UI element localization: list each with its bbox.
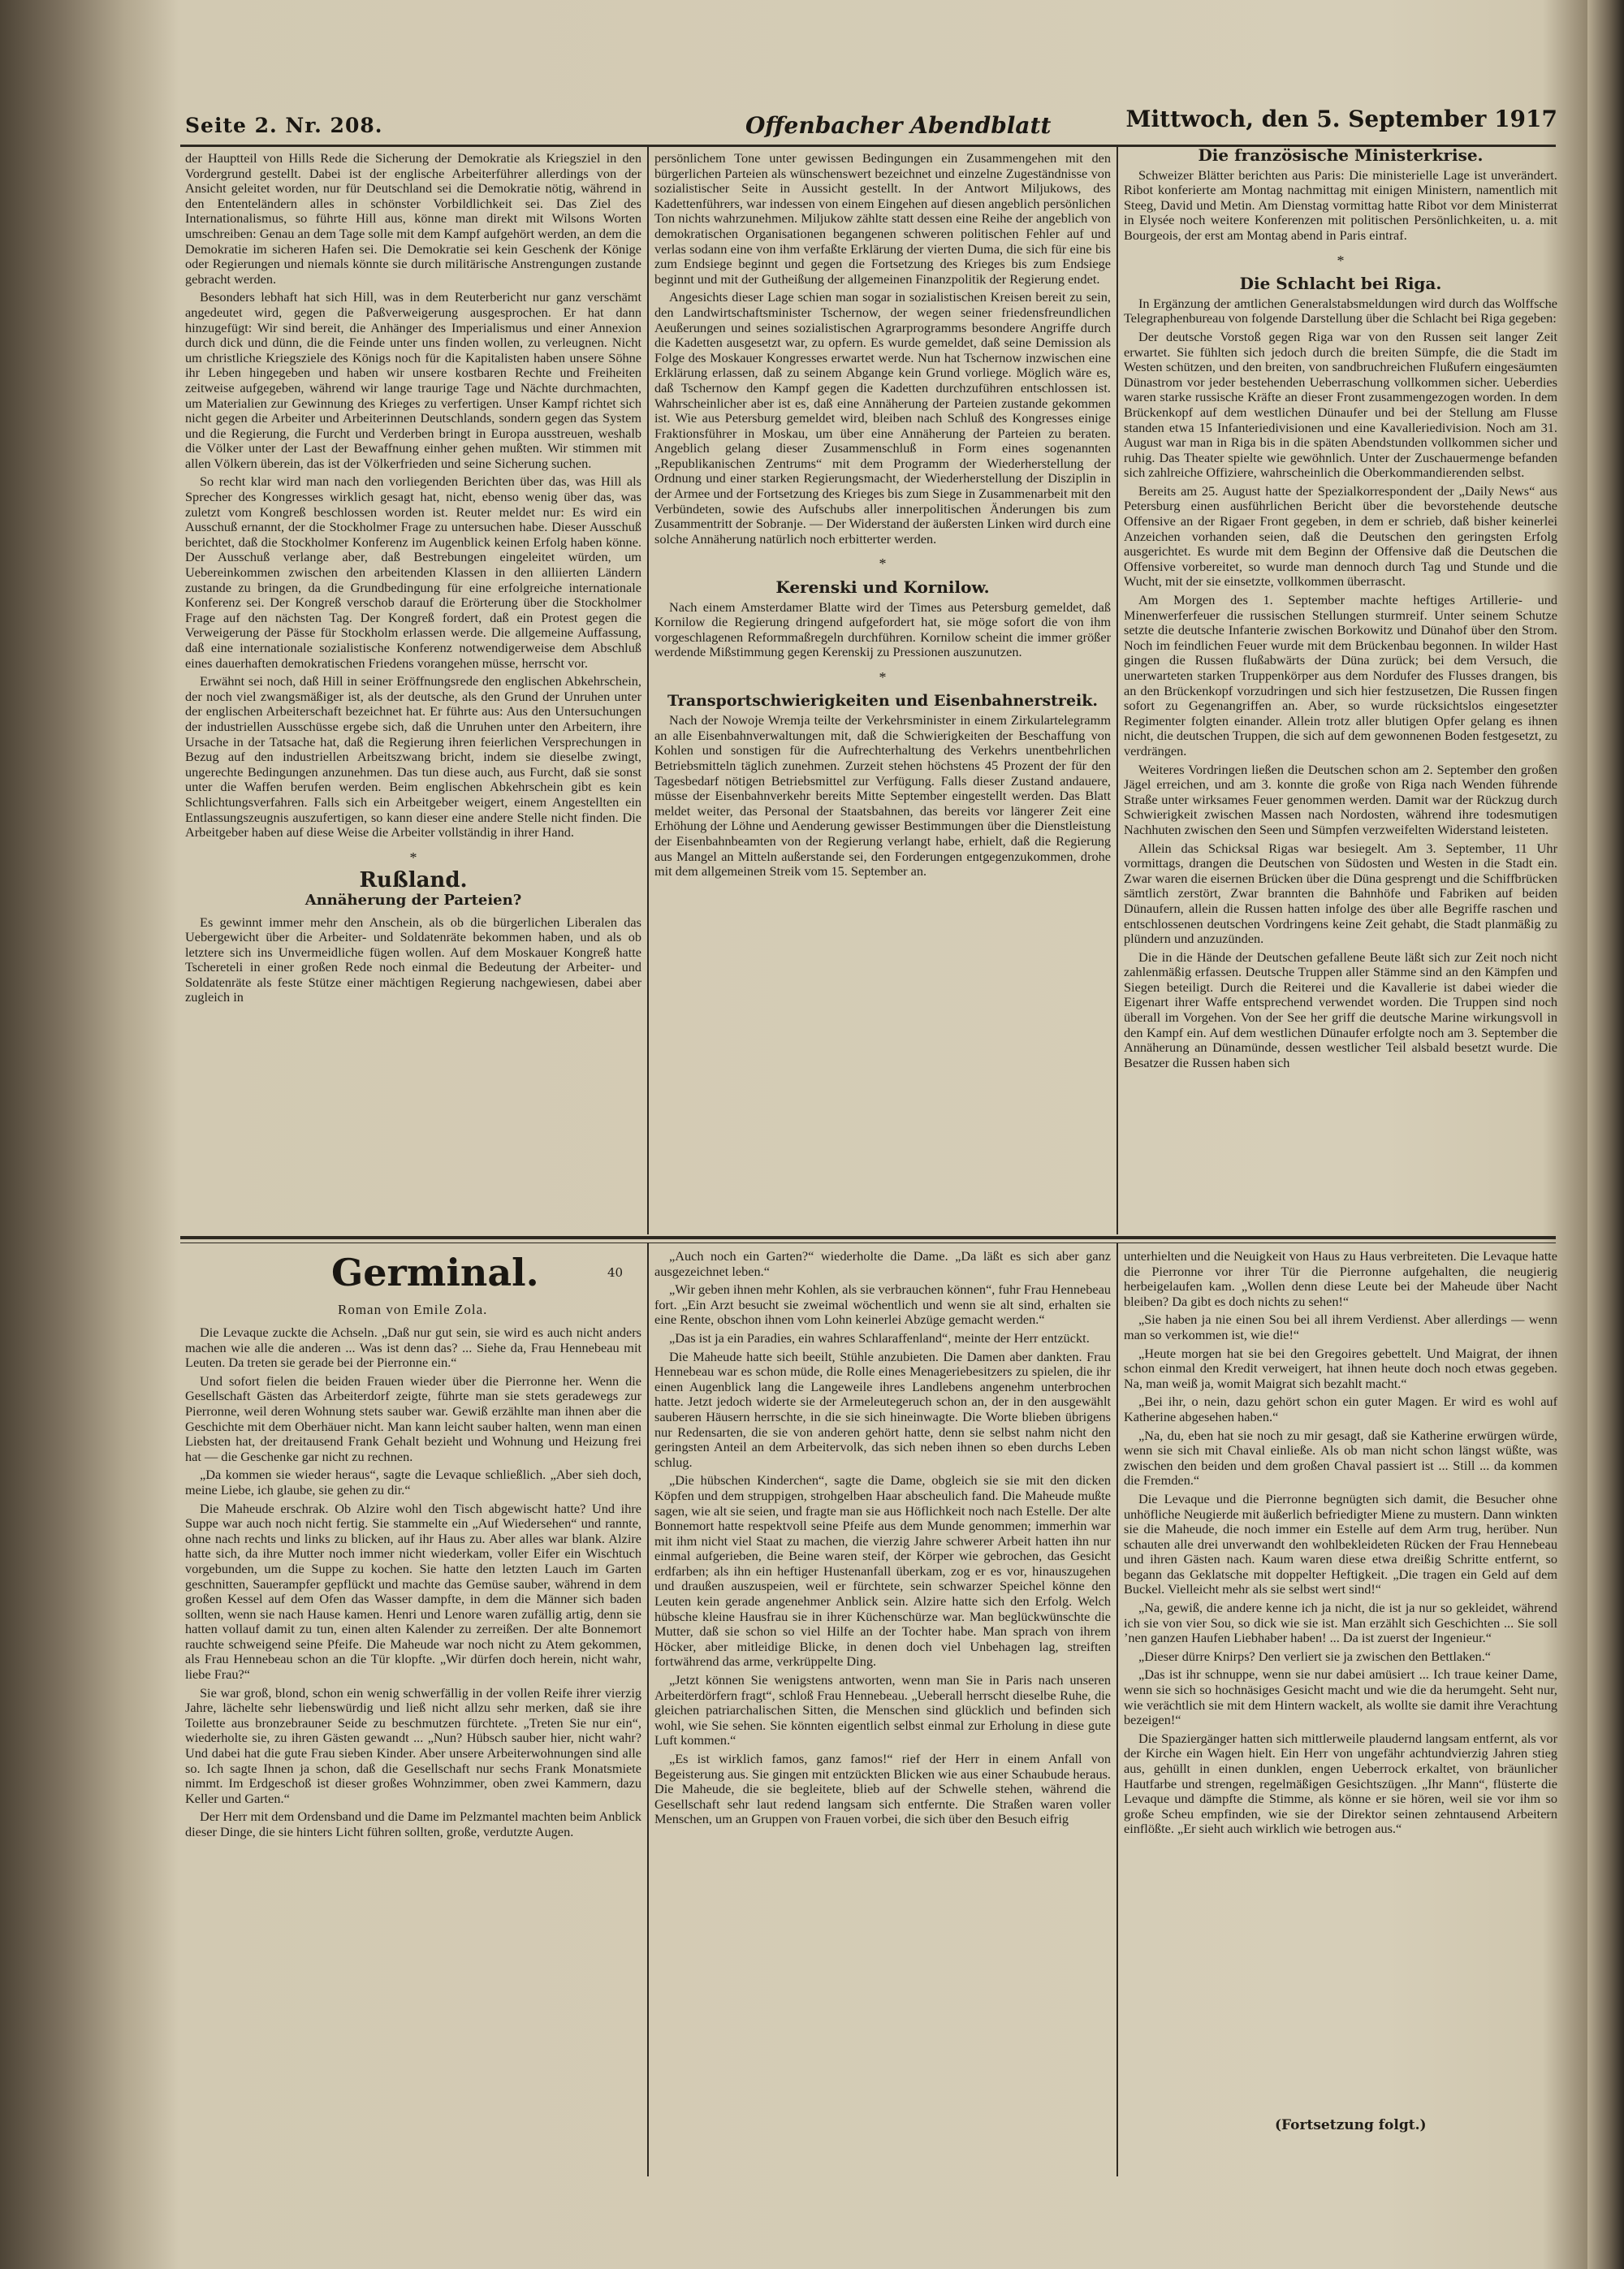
germinal-column-1 bbox=[185, 1325, 641, 2211]
headline-kerenski: Kerenski und Kornilow. bbox=[775, 577, 990, 598]
page-number: Seite 2. Nr. 208. bbox=[185, 114, 383, 137]
article-paragraph: Allein das Schicksal Rigas war besiegelt. Am 3. September, 11 Uhr vormittags, drangen die Deutschen von Südosten und Westen in die Stadt ein. Zwar waren die eisernen Brücken über die Düna gesprengt und die Schiffbrücken sämtlich zerstört, Zwar brannten die Bahnhöfe und Fabriken auf beiden Dünaufern, allein die Russen hatten infolge des über alle Begriffe raschen und entschlossenen deutschen Vordringens keine Zeit gehabt, die Stadt planmäßig zu plündern und anzuzünden. bbox=[1124, 840, 1557, 947]
article-paragraph: Besonders lebhaft hat sich Hill, was in dem Reuterbericht nur ganz verschämt angedeutet wird, gegen die Paßverweigerung ausgesprochen. Er hat dann hinzugefügt: Wir sind bereit, die Anhänger des Imperialismus und einer Annexion durch dick und dünn, die die Feinde unter uns finden wollen, zu verleugnen. Nicht um christliche Kriegsziele des Königs noch für die Kapitalisten haben unsere Söhne ihr Leben hingegeben und haben wir unsere kostbaren Rechte und Freiheiten zeitweise aufgegeben, während wir lange traurige Tage und Nächte durchmachten, um Materialien zur Gewinnung des Krieges zu verfertigen. Unser Kampf richtet sich nicht gegen die Arbeiter und Arbeiterinnen Deutschlands, sondern gegen das System und die Regierung, die Furcht und Verderben bringt in Europa ausstreuen, weshalb die Völker unter der Last der Bewaffnung einher gehen mußten. Wir stimmen mit allen Völkern überein, das ist der Völkerfrieden und seine Sicherung suchen. bbox=[185, 289, 641, 471]
column-rule bbox=[1116, 1243, 1118, 2176]
story-paragraph: „Da kommen sie wieder heraus“, sagte die Levaque schließlich. „Aber sieh doch, meine Liebe, ich glaube, sie gehen zu dir.“ bbox=[185, 1467, 641, 1498]
section-separator: * bbox=[879, 555, 887, 573]
story-paragraph: Und sofort fielen die beiden Frauen wieder über die Pierronne her. Wenn die Gesellschaft Gästen das Arbeiterdorf zeigte, führte man sie stets geradewegs zur Pierronne, weil deren Wohnung stets sauber war. Gewiß erzählte man ihnen aber die Geschichte mit dem Oberhäuer nicht. Man kann leicht sauber halten, wenn man einen Liebsten hat, der dreitausend Frank Gehalt bezieht und Wohnung und Heizung frei hat — die Geschenke gar nicht zu rechnen. bbox=[185, 1372, 641, 1464]
headline-transport: Transportschwierigkeiten und Eisenbahnerstreik. bbox=[667, 691, 1099, 710]
subheadline-annaeherung: Annäherung der Parteien? bbox=[304, 891, 522, 909]
binding-gutter bbox=[0, 0, 179, 2269]
story-paragraph: „Es ist wirklich famos, ganz famos!“ rief der Herr in einem Anfall von Begeisterung aus. Sie gingen mit entzückten Blicken wie aus einer Schaubude heraus. Die Maheude, die sie begleitete, blieb auf der Schwelle stehen, während die Gesellschaft sehr laut redend langsam sich entfernte. Die Straßen waren voller Menschen, um an Gruppen von Frauen vorbei, die sich über den Besuch eifrig bbox=[654, 1751, 1111, 1827]
headline-ministerkrise: Die französische Ministerkrise. bbox=[1198, 148, 1484, 165]
story-paragraph: Die Levaque zuckte die Achseln. „Daß nur gut sein, sie wird es auch nicht anders machen wie alle die anderen ... Was ist denn das? ... Siehe da, Frau Hennebeau mit Leuten. Da treten sie gerade bei der Pierronne ein.“ bbox=[185, 1325, 641, 1371]
article-paragraph: Erwähnt sei noch, daß Hill in seiner Eröffnungsrede den englischen Abkehrschein, der noch viel zwangsmäßiger ist, als der deutsche, als den Grund der Unruhen unter der englischen Arbeiterschaft bezeichnet hat. Er führte aus: Aus den Untersuchungen der industriellen Ausschüsse ergebe sich, daß die Unruhen unter den Arbeitern, ihre Ursache in der Tatsache hat, daß die Regierung ihren feierlichen Versprechungen in Bezug auf den industriellen Arbeitszwang bricht, indem sie dieselbe zwingt, ungerechte Bedingungen anzunehmen. Das tun diese auch, aus Furcht, daß sie sonst unter die Waffen berufen werden. Beim englischen Abkehrschein gibt es kein Schlichtungsverfahren. Falls sich ein Arbeitgeber weigert, einem Angestellten ein Entlassungszeugnis auszufertigen, so kann dieser eine andere Stelle nicht finden. Die Arbeitgeber haben auf diese Weise die Arbeiter vollständig in ihrer Hand. bbox=[185, 673, 641, 841]
article-paragraph: Die in die Hände der Deutschen gefallene Beute läßt sich zur Zeit noch nicht zahlenmäßig erfassen. Deutsche Truppen aller Stämme sind an den Kämpfen und Siegen beteiligt. Durch die Reiterei und die Kavallerie ist dabei wieder die Eigenart ihrer Waffe entsprechend verwendet worden. Die Truppen sind noch überall im Vorgehen. Von der See her griff die deutsche Marine wirkungsvoll in den Kampf ein. Auf dem westlichen Dünaufer erfolgte noch am 3. September die Annäherung an Dünamünde, dessen westlicher Teil alsbald besetzt wurde. Die Besatzer die Russen haben sich bbox=[1124, 949, 1557, 1070]
article-paragraph: Schweizer Blätter berichten aus Paris: Die ministerielle Lage ist unverändert. Ribot konferierte am Montag nachmittag mit einigen Ministern, namentlich mit Steeg, David und Metin. Am Dienstag vormittag hatte Ribot vor dem Ministerrat in Elysée noch weitere Konferenzen mit politischen Persönlichkeiten, u. a. mit Bourgeois, der erst am Montag abend in Paris eintraf. bbox=[1124, 166, 1557, 243]
article-paragraph: In Ergänzung der amtlichen Generalstabsmeldungen wird durch das Wolffsche Telegraphenbureau von folgende Darstellung über die Schlacht bei Riga gegeben: bbox=[1124, 295, 1557, 326]
article-paragraph: Weiteres Vordringen ließen die Deutschen schon am 2. September den großen Jägel erreichen, und am 3. konnte die große von Riga nach Wenden führende Straße unter wirksames Feuer genommen werden. Damit war der Rückzug durch Schwierigkeit zwischen Massen nach Nordosten, während ihre todesmutigen Nachhuten zwischen den Seen und Sümpfen verzweifelten Widerstand leisteten. bbox=[1124, 761, 1557, 837]
headline-riga: Die Schlacht bei Riga. bbox=[1239, 274, 1442, 294]
column-2 bbox=[654, 151, 1111, 1231]
article-paragraph: Angesichts dieser Lage schien man sogar in sozialistischen Kreisen bereit zu sein, den Landwirtschaftsminister Tschernow, der wegen seiner friedensfreundlichen Aeußerungen und seines sozialistischen Agrarprogramms besondere Angriffe durch die Kadetten ausgesetzt war, zu opfern. Es wurde gemeldet, daß seine Demission als Folge des Moskauer Kongresses erwartet werde. Nun hat Tschernow inzwischen eine Erklärung erlassen, daß zu seinem Abgange kein Grund vorliege. Möglich wäre es, daß Tschernow den Kampf gegen die Kadetten durchzuführen entschlossen ist. Wahrscheinlicher aber ist es, daß eine Annäherung der Parteien zustande gekommen ist. Wie aus Petersburg gemeldet wird, bleiben nach Schluß des Kongresses einige Fraktionsführer in Moskau, um über eine Annäherung der Parteien zu beraten. Angeblich gelang dieser Zusammenschluß in Form eines sogenannten „Republikanischen Zentrums“ mit dem Programm der Wiederherstellung der Ordnung und einer starken Regierungsmacht, der Wiederherstellung der Disziplin in der Armee und der Fortsetzung des Krieges bis zum Siege in Zusammenarbeit mit den Verbündeten, sowie des Aufschubs aller innerpolitischen Änderungen bis zum Zusammentritt der Sobranje. — Der Widerstand der äußersten Linken wird durch eine solche Annäherung natürlich noch erbitterter werden. bbox=[654, 289, 1111, 547]
headline-russland: Rußland. bbox=[359, 868, 468, 893]
issue-date: Mittwoch, den 5. September 1917 bbox=[1125, 106, 1557, 132]
article-paragraph: Am Morgen des 1. September machte heftiges Artillerie- und Minenwerferfeuer die russischen Stellungen sturmreif. Unter seinem Schutze setzte die deutsche Infanterie zwischen Borkowitz und Dünahof über den Strom. Noch im feindlichen Feuer wurde mit dem Brückenbau begonnen. In wilder Hast gingen die Russen flußabwärts der Düna zurück; bei dem Versuch, die unerwarteten starken Truppenkörper aus dem Nordufer des Flusses drangen, bis an den Brückenkopf vorzudringen und sich hier festzusetzen, Die Russen fingen sofort zu Gegenangriffen an. Aber, so wurde rücksichtslos eingesetzter Regimenter folgten einander. Allein trotz aller blutigen Opfer gelang es ihnen nicht, die deutschen Truppen, die sich auf dem gewonnenen Boden festgesetzt, zu verdrängen. bbox=[1124, 592, 1557, 758]
article-paragraph: Bereits am 25. August hatte der Spezialkorrespondent der „Daily News“ aus Petersburg einen ausführlichen Bericht über die bevorstehende deutsche Offensive an der Rigaer Front gegeben, in dem er schrieb, daß bisher keinerlei Anzeichen vorhanden seien, daß die Deutschen den geringsten Erfolg ausgerichtet. Es wurde mit dem Beginn der Offensive daß die Deutschen die Offensive vorbereitet, so wurde man dennoch durch Tag und Stunde und die Wucht, mit der sie einsetzte, vollkommen überrascht. bbox=[1124, 482, 1557, 590]
article-paragraph: Nach der Nowoje Wremja teilte der Verkehrsminister in einem Zirkulartelegramm an alle Eisenbahnverwaltungen mit, daß die Schwierigkeiten der Beschaffung von Kohlen und sonstigen für die Aufrechterhaltung des Verkehrs unentbehrlichen Betriebsmitteln täglich zunehmen. Zurzeit stehen höchstens 45 Prozent der für den Tagesbedarf nötigen Betriebsmittel zur Verfügung. Falls dieser Zustand andauere, müsse der Eisenbahnverkehr bereits Mitte September eingestellt werden. Das Blatt meldet weiter, das Personal der Staatsbahnen, das bereits vor längerer Zeit eine Erhöhung der Löhne und Aenderung gewisser Bestimmungen über die Dienstleistung der Eisenbahnbeamten von der Regierung verlangt habe, erhielt, daß die Regierung aus Mangel an Mitteln außerstande sei, den Forderungen entgegenzukommen, drohe mit dem allgemeinen Streik vom 15. September an. bbox=[654, 712, 1111, 880]
story-paragraph: Sie war groß, blond, schon ein wenig schwerfällig in der vollen Reife ihrer vierzig Jahre, lächelte sehr liebenswürdig und ließ nicht allzu sehr merken, daß sie ihre Toilette aus bronzebrauner Seide zu beschmutzen fürchtete. „Treten Sie nur ein“, wiederholte sie, zu ihren Gästen gewandt ... „Nun? Hübsch sauber hier, nicht wahr? Und dabei hat die gute Frau sieben Kinder. Aber unsere Arbeiterwohnungen sind alle so. Ich sagte Ihnen ja schon, daß die Gesellschaft nur sechs Frank Monatsmiete nimmt. Im Erdgeschoß ist dieser großes Wohnzimmer, oben zwei Kammern, dazu Keller und Garten.“ bbox=[185, 1684, 641, 1806]
header-rule bbox=[180, 145, 1556, 147]
column-rule bbox=[647, 1243, 649, 2176]
feuilleton-rule bbox=[180, 1236, 1556, 1239]
story-paragraph: „Das ist ihr schnuppe, wenn sie nur dabei amüsiert ... Ich traue keiner Dame, wenn sie sich so hochnäsiges Gesicht macht und wie die da herumgeht. Seht nur, wie verächtlich sie mit dem Hintern wackelt, als wollte sie damit ihre Verachtung bezeigen!“ bbox=[1124, 1666, 1557, 1728]
story-paragraph: „Heute morgen hat sie bei den Gregoires gebettelt. Und Maigrat, der ihnen schon einmal den Kredit verweigert, hat ihnen heute doch noch etwas gegeben. Na, man weiß ja, womit Maigrat sich bezahlt macht.“ bbox=[1124, 1345, 1557, 1391]
newspaper-title: Offenbacher Abendblatt bbox=[745, 112, 1052, 139]
story-paragraph: „Na, du, eben hat sie noch zu mir gesagt, daß sie Katherine erwürgen würde, wenn sie sich mit Chaval einließe. Als ob man nicht schon längst wüßte, was zwischen den beiden und dem großen Chaval passiert ist ... Still ... da kommen die Fremden.“ bbox=[1124, 1427, 1557, 1489]
story-paragraph: „Jetzt können Sie wenigstens antworten, wenn man Sie in Paris nach unseren Arbeiterdörfern fragt“, schloß Frau Hennebeau. „Ueberall herrscht dieselbe Ruhe, die gleichen patriarchalischen Sitten, die Menschen sind glücklich und befinden sich wohl, wie Sie sehen. Sie könnten eigentlich selbst einmal zur Erholung in diese gute Luft kommen.“ bbox=[654, 1672, 1111, 1748]
column-3 bbox=[1124, 148, 1557, 1231]
story-paragraph: „Wir geben ihnen mehr Kohlen, als sie verbrauchen können“, fuhr Frau Hennebeau fort. „Ein Arzt besucht sie zweimal wöchentlich und wenn sie alt sind, erhalten sie eine Rente, obschon ihnen vom Lohn keinerlei Abzüge gemacht werden.“ bbox=[654, 1281, 1111, 1328]
germinal-column-2 bbox=[654, 1249, 1111, 2191]
story-paragraph: Die Maheude erschrak. Ob Alzire wohl den Tisch abgewischt hatte? Und ihre Suppe war auch noch nicht fertig. Sie stammelte ein „Auf Wiedersehen“ und rannte, ohne nach rechts und links zu blicken, auf ihr Haus zu. Aber alles war blank. Alzire hatte sich, da ihre Mutter noch immer nicht wiederkam, voller Eifer ein Wischtuch vorgebunden, um die Suppe zu kochen. Sie hatte den letzten Lauch im Garten geschnitten, Sauerampfer gepflückt und machte das Gemüse sauber, während in dem großen Kessel auf dem Ofen das Wasser dampfte, in dem die Männer sich baden sollten, wenn sie nach Hause kamen. Henri und Lenore waren zufällig artig, denn sie hatten vollauf damit zu tun, einen alten Kalender zu zerreißen. Der alte Bonnemort rauchte schweigend seine Pfeife. Die Maheude war noch nicht zu Atem gekommen, als Frau Hennebeau schon an die Tür klopfte. „Wir dürfen doch herein, nicht wahr, liebe Frau?“ bbox=[185, 1500, 641, 1683]
story-paragraph: „Die hübschen Kinderchen“, sagte die Dame, obgleich sie sie mit den dicken Köpfen und dem struppigen, strohgelben Haar abscheulich fand. Die Maheude mußte sagen, wie alt sie seien, und fragte man sie aus Höflichkeit noch nach Estelle. Der alte Bonnemort hatte respektvoll seine Pfeife aus dem Munde genommen; immerhin war mit ihm nicht viel Staat zu machen, die vierzig Jahre schwerer Arbeit hatten ihn nur einmal aufgerieben, die Beine waren steif, der Körper wie gebrochen, das Gesicht erdfarben; als ihn ein heftiger Hustenanfall überkam, zog er es vor, hinauszugehen und draußen auszuspeien, weil er fürchtete, sein schwarzer Speichel könne den Leuten kein gerade angenehmer Anblick sein. Alzire hatte sich den Erfolg. Welch hübsche kleine Hausfrau sie in ihrer Küchenschürze war. Man beglückwünschte die Mutter, daß sie schon so viel Hilfe an der Tochter habe. Man sprach von ihrem Höcker, aber mitleidige Blicke, in denen doch viel Unbehagen lag, streiften fortwährend das arme, verkrüppelte Ding. bbox=[654, 1472, 1111, 1670]
feuilleton-title: Germinal. bbox=[331, 1251, 539, 1294]
story-paragraph: unterhielten und die Neuigkeit von Haus zu Haus verbreiteten. Die Levaque hatte die Pierronne vor ihrer Tür die Pierronne aufgehalten, die neugierig herbeigelaufen kam. „Wollen denn diese Leute bei der Maheude über Nacht bleiben? Da gibt es doch nichts zu sehen!“ bbox=[1124, 1249, 1557, 1309]
story-paragraph: „Auch noch ein Garten?“ wiederholte die Dame. „Da läßt es sich aber ganz ausgezeichnet leben.“ bbox=[654, 1249, 1111, 1279]
section-separator: * bbox=[879, 669, 887, 685]
germinal-column-3 bbox=[1124, 1249, 1557, 2113]
story-paragraph: Der Herr mit dem Ordensband und die Dame im Pelzmantel machten beim Anblick dieser Dinge, die sie hinters Licht führen sollten, große, verdutzte Augen. bbox=[185, 1809, 641, 1839]
column-rule bbox=[1116, 146, 1118, 1234]
story-paragraph: „Das ist ja ein Paradies, ein wahres Schlaraffenland“, meinte der Herr entzückt. bbox=[669, 1329, 1090, 1346]
column-rule bbox=[647, 146, 649, 1234]
page-header bbox=[185, 106, 1557, 145]
continued-note: (Fortsetzung folgt.) bbox=[1275, 2117, 1427, 2133]
section-separator: * bbox=[1337, 252, 1345, 269]
article-paragraph: persönlichem Tone unter gewissen Bedingungen ein Zusammengehen mit den bürgerlichen Parteien als wünschenswert bezeichnet und einzelne Zugeständnisse von sozialistischer Seite in Aussicht gestellt. In der Antwort Miljukows, des Kadettenführers, war indessen von einem Eingehen auf diesen angeblich persönlichen Ton nichts wahrzunehmen. Miljukow zählte statt dessen eine Reihe der angeblich von demokratischen Organisationen begangenen schweren politischen Fehler auf und verlas sodann eine von ihm verfaßte Erklärung der vierten Duma, die sich für eine bis zum Endsiege beginnt und gegen die Fortsetzung des Krieges bis zum Endsiege beginnt und mit der Gutheißung der allgemeinen Finanzpolitik der Regierung endet. bbox=[654, 151, 1111, 287]
article-paragraph: der Hauptteil von Hills Rede die Sicherung der Demokratie als Kriegsziel in den Vordergrund gestellt. Dabei ist der englische Arbeiterführer allerdings von der Ansicht geleitet worden, nur für Deutschland sei die Demokratie nötig, während in den Ententeländern alles in schönster Vorbildlichkeit sei. Das Ziel des Internationalismus, so führte Hill aus, könne man direkt mit Wilsons Worten umschreiben: Genau an dem Tage solle mit dem Kampf aufgehört werden, an dem die Demokratie im sicheren Hafen sei. Die Demokratie sei kein Geschenk der Könige oder Regierungen und niemals könnte sie durch militärische Anstrengungen zustande gebracht werden. bbox=[185, 151, 641, 287]
installment-number: 40 bbox=[607, 1265, 624, 1280]
next-page-edge bbox=[1587, 0, 1624, 2269]
column-1 bbox=[185, 151, 641, 1231]
story-paragraph: „Bei ihr, o nein, dazu gehört schon ein guter Magen. Er wird es wohl auf Katherine abgesehen haben.“ bbox=[1124, 1394, 1557, 1424]
section-separator: * bbox=[409, 849, 417, 866]
feuilleton-byline: Roman von Emile Zola. bbox=[338, 1302, 488, 1317]
story-paragraph: „Na, gewiß, die andere kenne ich ja nicht, die ist ja nur so gekleidet, während ich sie von vier Sou, so dick wie sie ist. Man erzählt sich Geschichten ... Sie soll ’nen ganzen Haufen Liebhaber haben! ... Da ist zuerst der Ingenieur.“ bbox=[1124, 1600, 1557, 1646]
story-paragraph: „Dieser dürre Knirps? Den verliert sie ja zwischen den Bettlaken.“ bbox=[1138, 1648, 1491, 1664]
story-paragraph: „Sie haben ja nie einen Sou bei all ihrem Verdienst. Aber allerdings — wenn man so verkommen ist, wie die!“ bbox=[1124, 1312, 1557, 1342]
story-paragraph: Die Spaziergänger hatten sich mittlerweile plaudernd langsam entfernt, als vor der Kirche ein Wagen hielt. Ein Herr von ungefähr achtundvierzig Jahren stieg aus, gehüllt in einen dunklen, engen Ueberrock erkaltet, von bräunlicher Hautfarbe und strengen, regelmäßigen Gesichtszügen. „Ihr Mann“, flüsterte die Levaque und dämpfte die Stimme, als könne er sie hören, weil sie vor ihm so große Scheu empfinden, wie sie der Direktor seinen zehntausend Arbeitern einflößte. „Er sieht auch wirklich wie betrogen aus.“ bbox=[1124, 1730, 1557, 1837]
article-paragraph: So recht klar wird man nach den vorliegenden Berichten über das, was Hill als Sprecher des Kongresses wirklich gesagt hat, nicht, ebenso wenig über das, was zuletzt vom Kongreß beschlossen worden ist. Reuter meldet nur: Es wird ein Ausschuß ernannt, der die Stockholmer Frage zu untersuchen habe. Dieser Ausschuß berichtet, daß die Stockholmer Konferenz im Augenblick keinen Erfolg haben könne. Der Ausschuß verlange aber, daß Bestrebungen eingeleitet würden, um Uebereinkommen zwischen den arbeitenden Klassen in den alliierten Ländern zustande zu bringen, da die Grundbedingung für eine erfolgreiche internationale Konferenz sei. Der Kongreß verschob darauf die Erörterung über die Stockholmer Frage auf den nächsten Tag. Der Kongreß fordert, daß ein Protest gegen die Verweigerung der Pässe für Stockholm erlassen werde. Die allgemeine Auffassung, daß eine internationale sozialistische Konferenz notwendigerweise dem Abschluß eines dauerhaften demokratischen Friedens vorangehen müsse, herrscht vor. bbox=[185, 473, 641, 671]
article-paragraph: Es gewinnt immer mehr den Anschein, als ob die bürgerlichen Liberalen das Uebergewicht über die Arbeiter- und Soldatenräte bekommen haben, und als ob letztere sich ins Unvermeidliche fügen wollen. Auf dem Moskauer Kongreß hatte Tschereteli in einer großen Rede noch einmal die Bedeutung der Arbeiter- und Soldatenräte als feste Stütze einer mächtigen Regierung nachgewiesen, dabei aber zugleich in bbox=[185, 914, 641, 1005]
story-paragraph: Die Maheude hatte sich beeilt, Stühle anzubieten. Die Damen aber dankten. Frau Hennebeau war es schon müde, die Rolle eines Menageriebesitzers zu spielen, die ihr einen Augenblick lang die Langeweile ihres Landlebens angenehm unterbrochen hatte. Jetzt jedoch widerte sie der Armeleutegeruch schon an, der in den ausgewählt sauberen Häusern herrschte, in die sie sich hineinwagte. Die Worte blieben übrigens nur Redensarten, die sie von anderen gehört hatte, denn sie selbst nahm nicht den geringsten Anteil an dem Arbeitervolk, das sich neben ihnen so eben durchs Leben schlug. bbox=[654, 1348, 1111, 1470]
article-paragraph: Der deutsche Vorstoß gegen Riga war von den Russen seit langer Zeit erwartet. Sie fühlten sich jedoch durch die breiten Sümpfe, die die Stadt im Westen schützen, und den breiten, von sandbruchreichen Flußufern eingesäumten Dünastrom vor jeder bestehenden Ueberraschung vollkommen sicher. Ueberdies waren starke russische Kräfte an dieser Front zusammengezogen worden. In dem Brückenkopf auf dem westlichen Dünaufer und bei der Stellung am Flusse standen etwa 15 Infanteriedivisionen und eine Kavalleriedivision. Noch am 31. August war man in Riga bis in die späten Abendstunden vollkommen sicher und ruhig. Das Theater spielte wie gewöhnlich. Unter der Zuschauermenge befanden sich zahlreiche Offiziere, wahrscheinlich die Oberkommandierenden selbst. bbox=[1124, 328, 1557, 481]
article-paragraph: Nach einem Amsterdamer Blatte wird der Times aus Petersburg gemeldet, daß Kornilow die Regierung dringend aufgefordert hat, sie möge sofort die von ihm vorgeschlagenen Reformmaßregeln durchführen. Kornilow scheint die immer größer werdende Mißstimmung gegen Kerenskij zu Pressionen auszunutzen. bbox=[654, 599, 1111, 660]
story-paragraph: Die Levaque und die Pierronne begnügten sich damit, die Besucher ohne unhöfliche Neugierde mit äußerlich befriedigter Miene zu mustern. Dann winkten sie die Maheude, die noch immer ein Estelle auf dem Arm trug, herüber. Nun schauten alle drei unverwandt den wohlbekleideten Rücken der Frau Hennebeau und ihren Gästen nach. Kaum waren diese etwa dreißig Schritte entfernt, so begann das Geklatsche mit doppelter Heftigkeit. „Die tragen ein Geld auf dem Buckel. Vielleicht mehr als sie selbst wert sind!“ bbox=[1124, 1490, 1557, 1597]
